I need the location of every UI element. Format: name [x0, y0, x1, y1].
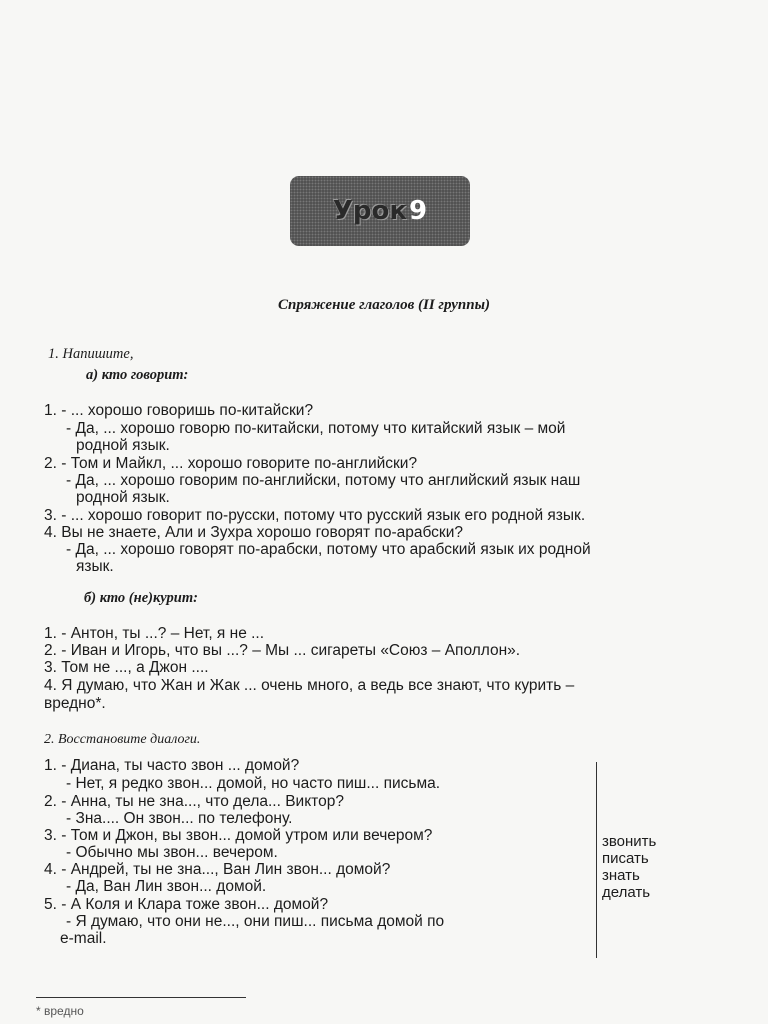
ex2-line: e-mail. [60, 930, 107, 947]
ex2-line: - Я думаю, что они не..., они пиш... письма домой по [66, 913, 445, 930]
exercise-1-sub-a: а) кто говорит: [86, 367, 189, 383]
exercise-1-sub-b: б) кто (не)курит: [84, 590, 198, 606]
verb-item: звонить [602, 833, 657, 850]
exercise-1-heading: 1. Напишите, [48, 346, 134, 362]
verb-item: делать [602, 884, 651, 901]
ex2-line: 4. - Андрей, ты не зна..., Ван Лин звон... домой? [44, 861, 391, 878]
verb-item: знать [602, 867, 640, 884]
ex2-line: - Зна.... Он звон... по телефону. [66, 810, 293, 827]
ex1a-line: 4. Вы не знаете, Али и Зухра хорошо говорят по-арабски? [44, 524, 463, 541]
ex1a-line: - Да, ... хорошо говорят по-арабски, потому что арабский язык их родной [66, 541, 591, 558]
ex1a-line: 2. - Том и Майкл, ... хорошо говорите по-английски? [44, 455, 418, 472]
ex2-line: 1. - Диана, ты часто звон ... домой? [44, 757, 300, 774]
ex2-line: - Да, Ван Лин звон... домой. [66, 878, 267, 895]
page-title: Спряжение глаголов (II группы) [277, 297, 491, 313]
ex1a-line: родной язык. [76, 437, 170, 454]
ex1b-line: 3. Том не ..., а Джон .... [44, 659, 209, 676]
ex1b-line: 4. Я думаю, что Жан и Жак ... очень много, а ведь все знают, что курить – [44, 677, 575, 694]
ex1a-line: - Да, ... хорошо говорю по-китайски, потому что китайский язык – мой [66, 420, 566, 437]
ex2-line: 3. - Том и Джон, вы звон... домой утром или вечером? [44, 827, 433, 844]
ex1b-line: вредно*. [44, 695, 106, 712]
verb-item: писать [602, 850, 649, 867]
lesson-word: Урок [332, 196, 408, 226]
lesson-number: 9 [409, 196, 428, 226]
ex1b-line: 2. - Иван и Игорь, что вы ...? – Мы ... сигареты «Союз – Аполлон». [44, 642, 521, 659]
ex2-line: - Обычно мы звон... вечером. [66, 844, 278, 861]
footnote-rule [36, 997, 246, 998]
ex2-line: - Нет, я редко звон... домой, но часто пиш... письма. [66, 775, 441, 792]
ex1a-line: родной язык. [76, 489, 170, 506]
exercise-2-heading: 2. Восстановите диалоги. [44, 732, 201, 747]
footnote: * вредно [36, 1004, 84, 1018]
ex2-line: 5. - А Коля и Клара тоже звон... домой? [44, 896, 329, 913]
ex1a-line: язык. [76, 558, 114, 575]
ex1a-line: 3. - ... хорошо говорит по-русски, потому что русский язык его родной язык. [44, 507, 586, 524]
ex1b-line: 1. - Антон, ты ...? – Нет, я не ... [44, 625, 265, 642]
ex2-line: 2. - Анна, ты не зна..., что дела... Виктор? [44, 793, 344, 810]
ex1a-line: - Да, ... хорошо говорим по-английски, потому что английский язык наш [66, 472, 581, 489]
ex1a-line: 1. - ... хорошо говоришь по-китайски? [44, 402, 314, 419]
lesson-badge [290, 176, 470, 246]
divider-line [596, 762, 597, 958]
